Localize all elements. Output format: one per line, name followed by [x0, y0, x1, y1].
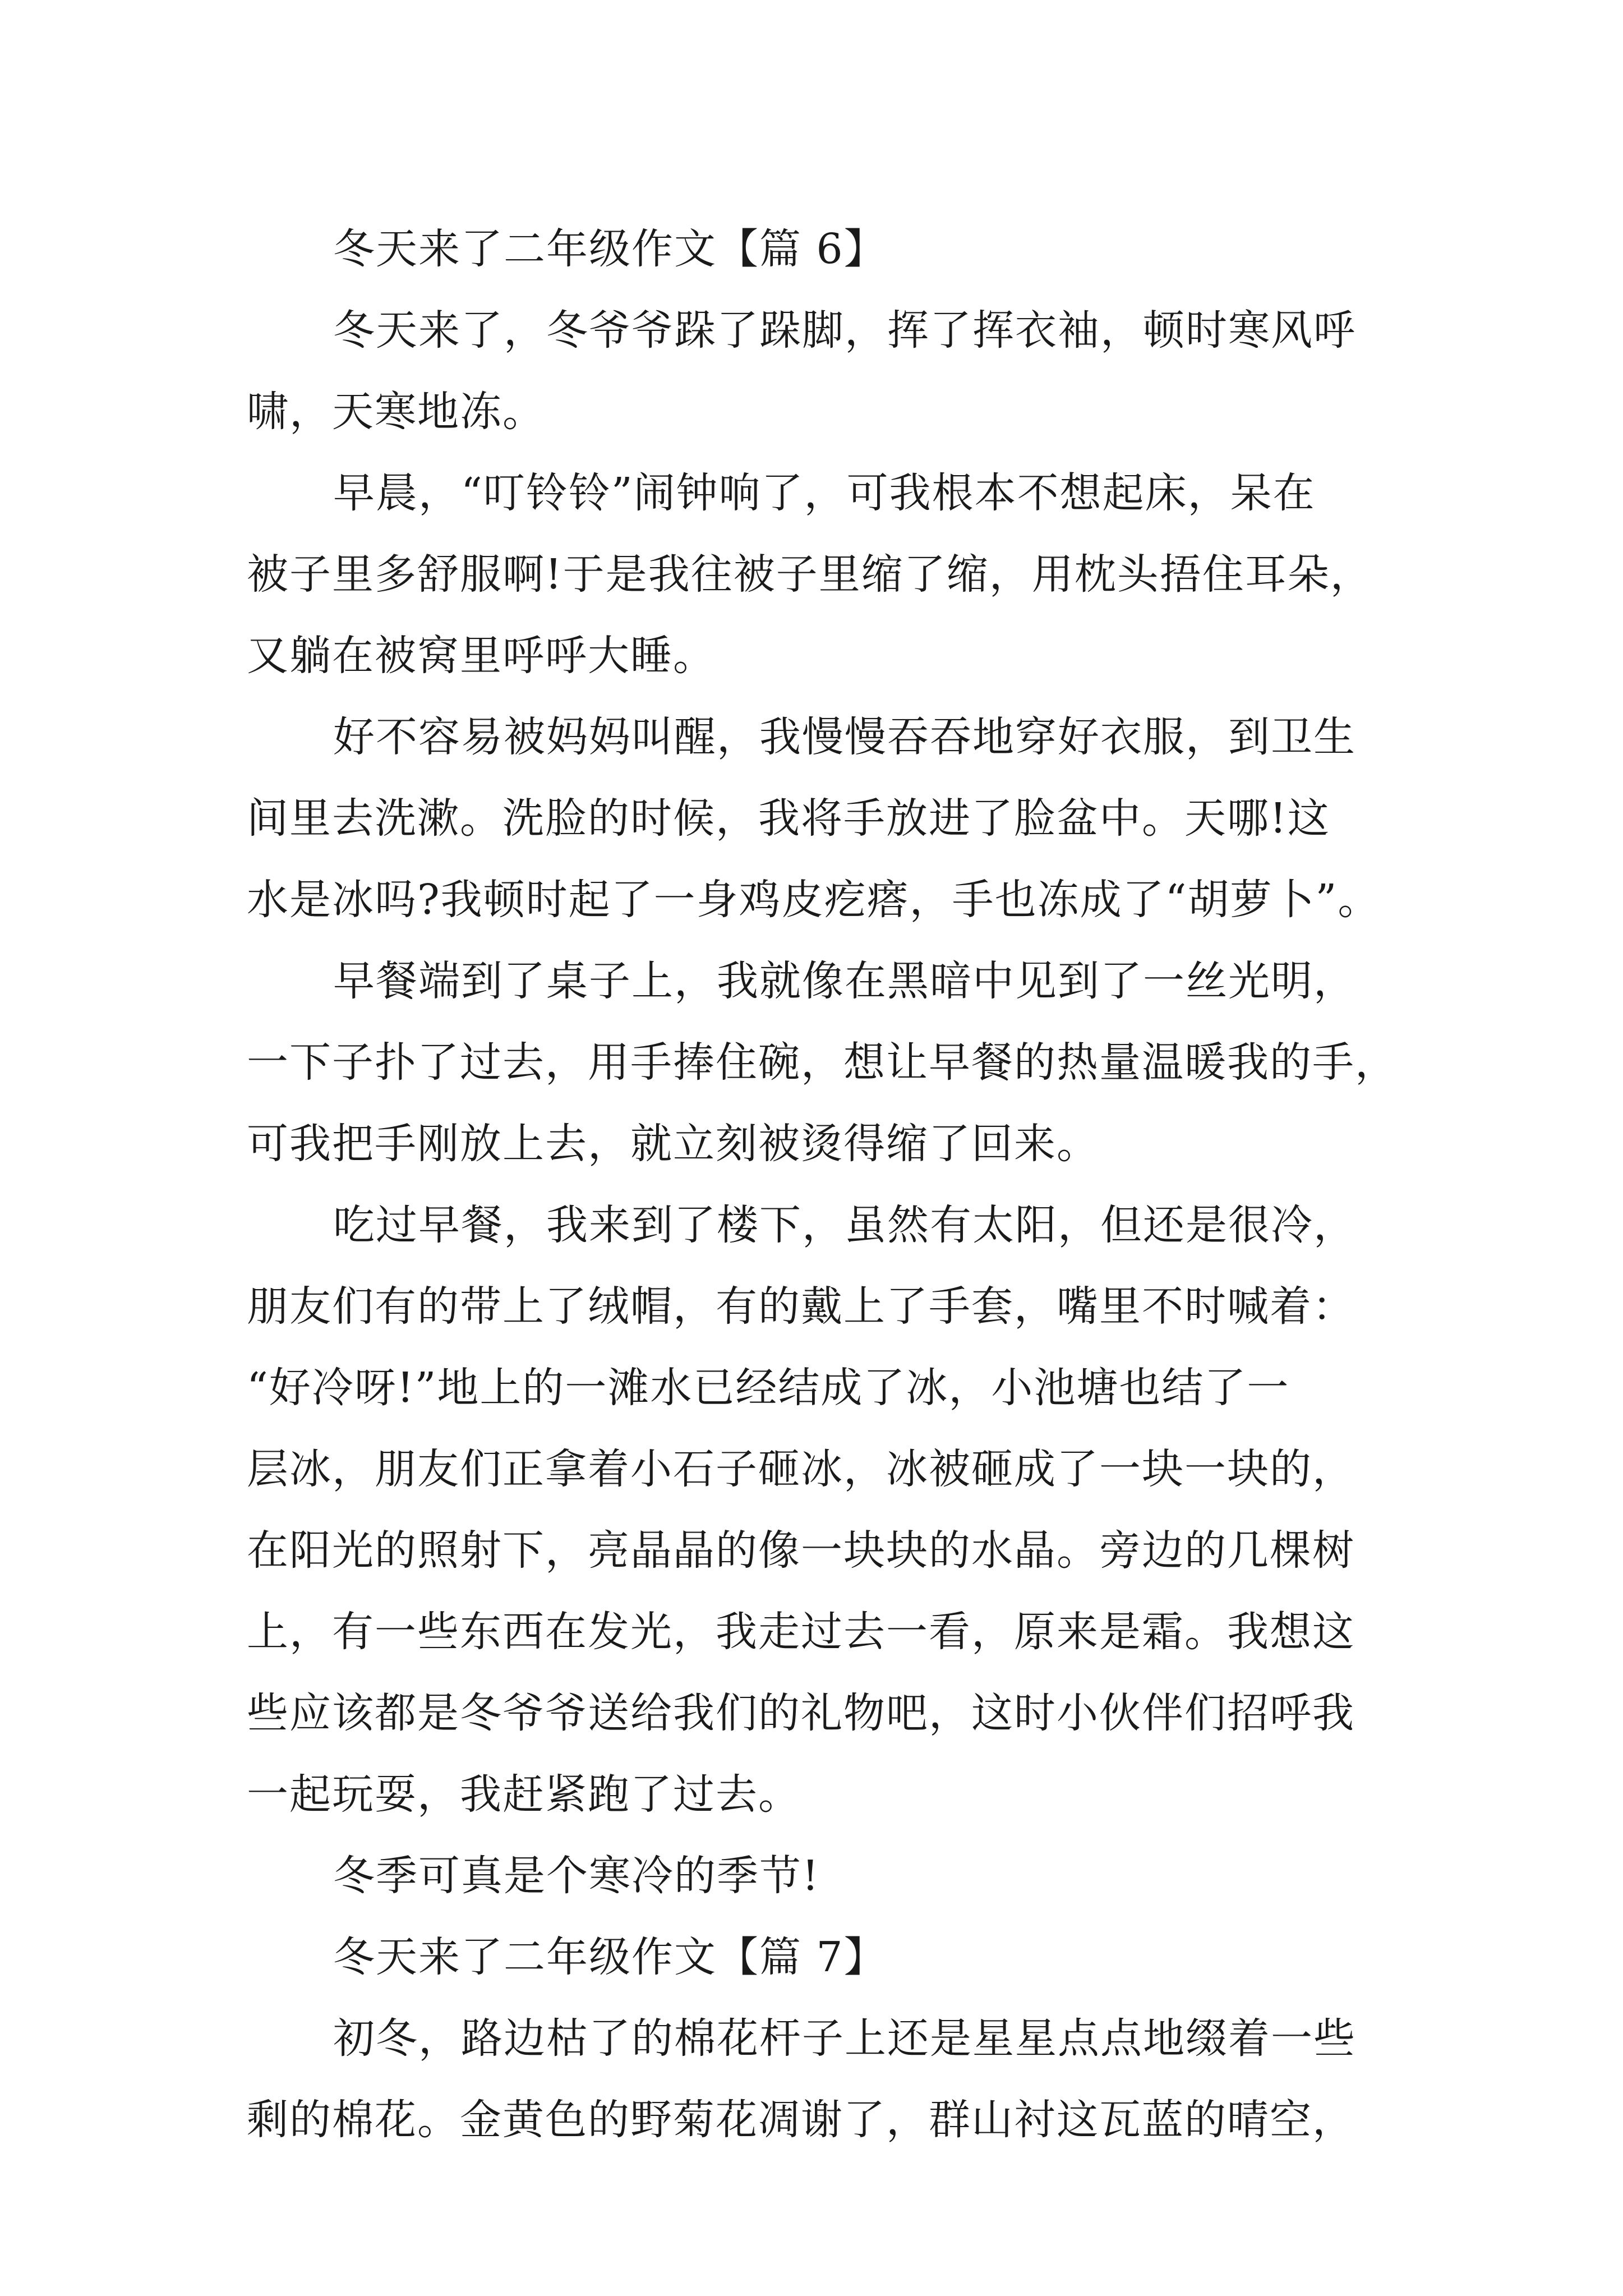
paragraph: [247, 290, 1441, 453]
text-line: 可我把手刚放上去，就立刻被烫得缩了回来。: [247, 1120, 1099, 1168]
text-line: 好不容易被妈妈叫醒，我慢慢吞吞地穿好衣服，到卫生: [333, 713, 1356, 761]
text-line: 在阳光的照射下，亮晶晶的像一块块的水晶。旁边的几棵树: [247, 1526, 1355, 1575]
section-heading: [247, 1917, 1441, 1998]
text-line: 一起玩耍，我赶紧跑了过去。: [247, 1770, 801, 1819]
text-line: “好冷呀!”地上的一滩水已经结成了冰，小池塘也结了一: [247, 1364, 1290, 1412]
text-line: 朋友们有的带上了绒帽，有的戴上了手套，嘴里不时喊着：: [247, 1282, 1355, 1331]
text-line: 啸，天寒地冻。: [247, 388, 545, 436]
text-line: 初冬，路边枯了的棉花杆子上还是星星点点地缀着一些: [333, 2014, 1356, 2063]
text-line: 早晨，“叮铃铃”闹钟响了，可我根本不想起床，呆在: [333, 469, 1316, 517]
section-heading: [247, 209, 1441, 290]
text-line: 冬天来了二年级作文【篇 6】: [333, 225, 887, 273]
text-line: 被子里多舒服啊!于是我往被子里缩了缩，用枕头捂住耳朵，: [247, 550, 1373, 599]
paragraph: [247, 1835, 1441, 1917]
paragraph: [247, 1185, 1441, 1835]
document-body: [247, 209, 1441, 2161]
text-line: 剩的棉花。金黄色的野菊花凋谢了，群山衬这瓦蓝的晴空，: [247, 2096, 1355, 2144]
paragraph: [247, 453, 1441, 697]
text-line: 层冰，朋友们正拿着小石子砸冰，冰被砸成了一块一块的，: [247, 1445, 1355, 1493]
text-line: 水是冰吗?我顿时起了一身鸡皮疙瘩，手也冻成了“胡萝卜”。: [247, 876, 1381, 924]
paragraph: [247, 697, 1441, 941]
paragraph: [247, 941, 1441, 1185]
text-line: 间里去洗漱。洗脸的时候，我将手放进了脸盆中。天哪!这: [247, 794, 1330, 843]
text-line: 一下子扑了过去，用手捧住碗，想让早餐的热量温暖我的手，: [247, 1038, 1398, 1087]
text-line: 些应该都是冬爷爷送给我们的礼物吧，这时小伙伴们招呼我: [247, 1689, 1355, 1737]
text-line: 上，有一些东西在发光，我走过去一看，原来是霜。我想这: [247, 1608, 1355, 1656]
text-line: 冬天来了二年级作文【篇 7】: [333, 1933, 887, 1981]
text-line: 吃过早餐，我来到了楼下，虽然有太阳，但还是很冷，: [333, 1201, 1356, 1249]
text-line: 冬季可真是个寒冷的季节!: [333, 1852, 820, 1900]
text-line: 早餐端到了桌子上，我就像在黑暗中见到了一丝光明，: [333, 957, 1356, 1005]
text-line: 又躺在被窝里呼呼大睡。: [247, 632, 716, 680]
paragraph: [247, 1998, 1441, 2161]
text-line: 冬天来了，冬爷爷跺了跺脚，挥了挥衣袖，顿时寒风呼: [333, 306, 1356, 355]
